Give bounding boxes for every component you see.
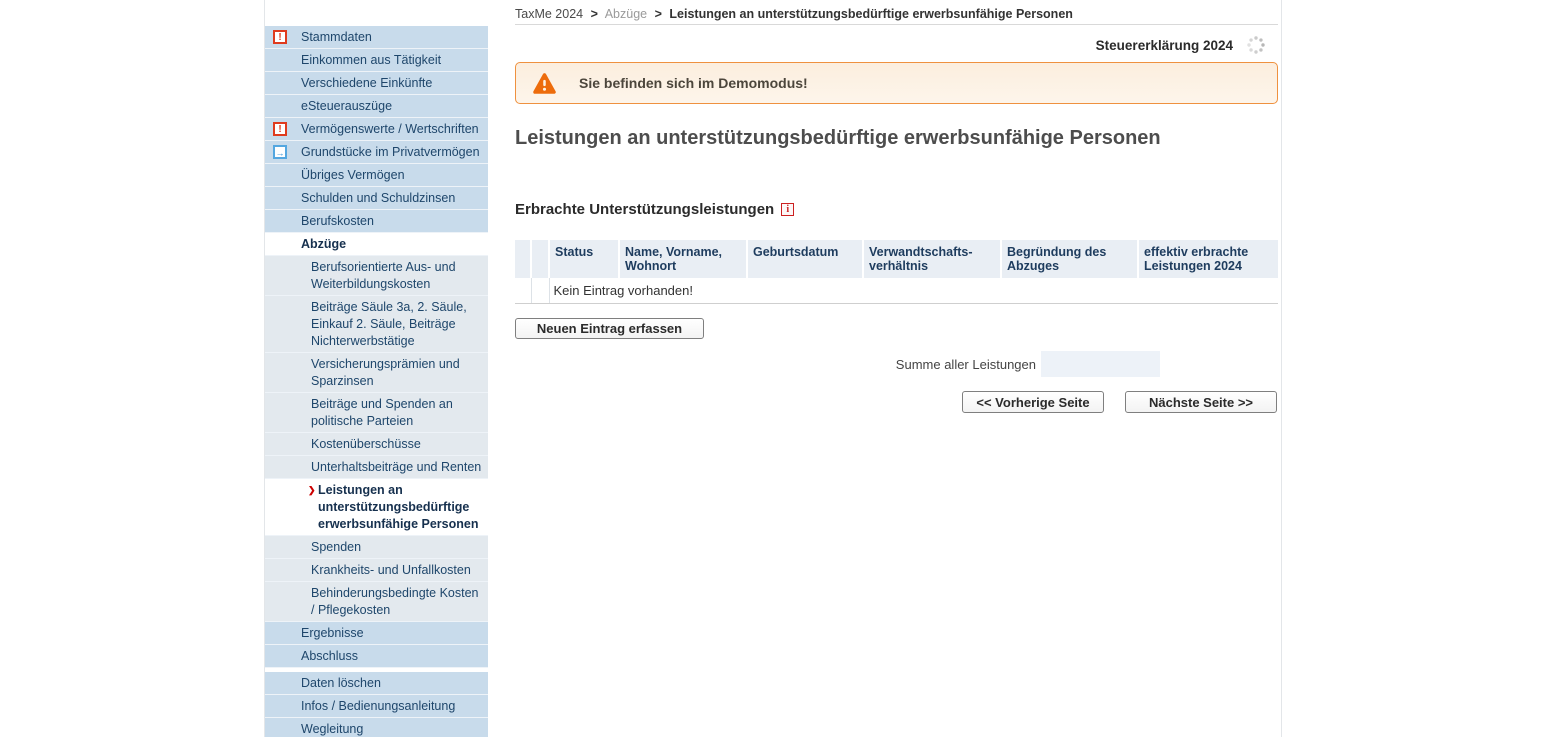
main-content	[515, 0, 1278, 737]
sidebar-item-label: eSteuerauszüge	[301, 99, 393, 113]
arrow-right-icon: →	[273, 145, 287, 159]
table-empty-row	[515, 278, 1278, 304]
sidebar-item[interactable]	[265, 353, 488, 393]
sidebar-item-label: Einkommen aus Tätigkeit	[301, 53, 442, 67]
sidebar-item-label: Schulden und Schuldzinsen	[301, 191, 456, 205]
sidebar-item-label: Leistungen an unterstützungsbedürftige erwerbsunfähige Personen	[318, 483, 479, 531]
breadcrumb-separator: >	[590, 7, 598, 21]
sidebar-item-label: Unterhaltsbeiträge und Renten	[311, 460, 482, 474]
sidebar-item[interactable]	[265, 695, 488, 718]
next-page-button[interactable]: Nächste Seite >>	[1125, 391, 1277, 413]
breadcrumb	[515, 7, 1073, 21]
header-divider	[515, 24, 1278, 25]
table-header-cell: Name, Vorname, Wohnort	[619, 240, 747, 278]
sidebar-item[interactable]	[265, 49, 488, 72]
sidebar-item-label: Abzüge	[301, 237, 347, 251]
chevron-right-icon: ❯	[308, 485, 316, 495]
sidebar-item-label: Übriges Vermögen	[301, 168, 405, 182]
sidebar	[265, 26, 488, 737]
new-entry-button[interactable]: Neuen Eintrag erfassen	[515, 318, 704, 339]
table-header-cell: Status	[549, 240, 619, 278]
exclamation-icon: !	[273, 122, 287, 136]
sidebar-item[interactable]	[265, 536, 488, 559]
sidebar-item[interactable]	[265, 559, 488, 582]
content-right-border	[1281, 0, 1282, 737]
table-header-row	[515, 240, 1278, 278]
table-header-cell: Verwandtschafts-verhältnis	[863, 240, 1001, 278]
sidebar-item-label: Wegleitung	[301, 722, 364, 736]
table-header-cell: Begründung des Abzuges	[1001, 240, 1138, 278]
section-heading-label: Erbrachte Unterstützungsleistungen	[515, 201, 775, 218]
row-action-cell	[531, 278, 549, 304]
table-header-cell: Geburtsdatum	[747, 240, 863, 278]
breadcrumb-item-home[interactable]: TaxMe 2024	[515, 7, 584, 21]
sidebar-item[interactable]	[265, 141, 488, 164]
sidebar-item-label: Behinderungsbedingte Kosten / Pflegekosten	[311, 586, 479, 617]
sidebar-item[interactable]	[265, 622, 488, 645]
sidebar-item[interactable]	[265, 26, 488, 49]
sidebar-item-label: Stammdaten	[301, 30, 372, 44]
sum-total-label: Summe aller Leistungen	[895, 356, 1036, 372]
exclamation-icon: !	[273, 30, 287, 44]
table-header-cell: effektiv erbrachte Leistungen 2024	[1138, 240, 1278, 278]
breadcrumb-item-current: Leistungen an unterstützungsbedürftige erwerbsunfähige Personen	[669, 7, 1073, 21]
empty-table-message: Kein Eintrag vorhanden!	[549, 278, 1278, 304]
sidebar-item[interactable]	[265, 72, 488, 95]
sidebar-item[interactable]	[265, 296, 488, 353]
support-payments-table	[515, 240, 1278, 304]
sidebar-item-label: Versicherungsprämien und Sparzinsen	[311, 357, 460, 388]
sum-row	[896, 351, 1160, 377]
sidebar-item-label: Ergebnisse	[301, 626, 364, 640]
tax-year-label: Steuererklärung 2024	[1095, 37, 1233, 53]
sidebar-item[interactable]	[265, 672, 488, 695]
page-title: Leistungen an unterstützungsbedürftige erwerbsunfähige Personen	[515, 127, 1161, 149]
sidebar-item-label: Beiträge und Spenden an politische Parteien	[311, 397, 453, 428]
sidebar-item[interactable]	[265, 187, 488, 210]
sidebar-item[interactable]	[265, 645, 488, 668]
sidebar-item-label: Kostenüberschüsse	[311, 437, 421, 451]
breadcrumb-separator: >	[654, 7, 662, 21]
tax-year-row	[515, 34, 1278, 56]
sidebar-item-label: Grundstücke im Privatvermögen	[301, 145, 480, 159]
breadcrumb-item-abzuege[interactable]: Abzüge	[604, 7, 648, 21]
sidebar-item-label: Krankheits- und Unfallkosten	[311, 563, 471, 577]
sidebar-item[interactable]	[265, 95, 488, 118]
sidebar-item[interactable]	[265, 456, 488, 479]
loading-spinner-icon	[1246, 35, 1266, 55]
demo-mode-message: Sie befinden sich im Demomodus!	[579, 75, 808, 91]
section-heading	[515, 201, 794, 218]
sidebar-item[interactable]	[265, 433, 488, 456]
warning-triangle-icon	[533, 72, 556, 95]
sidebar-item-label: Spenden	[311, 540, 362, 554]
sidebar-item[interactable]	[265, 582, 488, 622]
sidebar-item-label: Infos / Bedienungsanleitung	[301, 699, 456, 713]
sidebar-item-label: Abschluss	[301, 649, 358, 663]
previous-page-button[interactable]: << Vorherige Seite	[962, 391, 1104, 413]
sidebar-item-label: Vermögenswerte / Wertschriften	[301, 122, 479, 136]
demo-mode-banner	[515, 62, 1278, 104]
sidebar-item[interactable]	[265, 118, 488, 141]
sidebar-item[interactable]	[265, 233, 488, 256]
info-icon[interactable]: i	[781, 203, 794, 216]
sidebar-item[interactable]	[265, 210, 488, 233]
sidebar-item-label: Verschiedene Einkünfte	[301, 76, 433, 90]
sidebar-item-label: Daten löschen	[301, 676, 381, 690]
sidebar-item-label: Berufskosten	[301, 214, 374, 228]
sidebar-item[interactable]	[265, 256, 488, 296]
sidebar-item[interactable]	[265, 393, 488, 433]
sidebar-item[interactable]	[265, 164, 488, 187]
row-select-cell	[515, 278, 531, 304]
sidebar-item-label: Berufsorientierte Aus- und Weiterbildungskosten	[311, 260, 456, 291]
sum-total-field[interactable]	[1041, 351, 1160, 377]
sidebar-item[interactable]	[265, 479, 488, 536]
table-header-cell	[515, 240, 531, 278]
sidebar-item[interactable]	[265, 718, 488, 737]
sidebar-item-label: Beiträge Säule 3a, 2. Säule, Einkauf 2. Säule, Beiträge Nichterwerbstätige	[311, 300, 467, 348]
table-header-cell	[531, 240, 549, 278]
